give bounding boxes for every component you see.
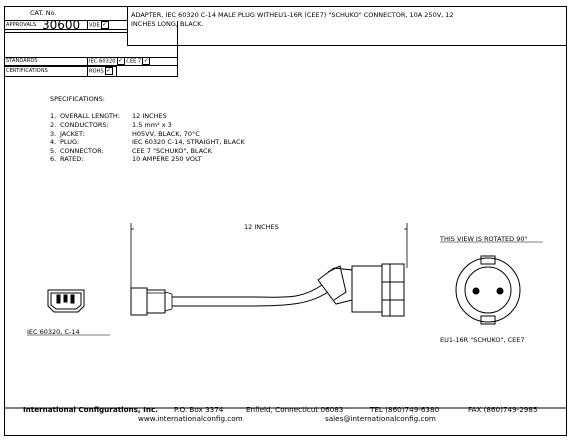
certifications-label: CERTIFICATIONS bbox=[6, 68, 48, 74]
rotation-note: THIS VIEW IS ROTATED 90° bbox=[440, 235, 528, 243]
spec-value: H05VV, BLACK, 70°C bbox=[132, 130, 200, 138]
spec-value: CEE 7 "SCHUKO", BLACK bbox=[132, 147, 212, 155]
footer-fax: FAX (860)749-2985 bbox=[468, 405, 538, 414]
cat-label: CAT. No. bbox=[30, 9, 57, 17]
c14-plug-side-view bbox=[131, 288, 172, 315]
right-caption: EU1-16R "SCHUKO", CEE7 bbox=[440, 336, 525, 344]
footer-website[interactable]: www.internationalconfig.com bbox=[138, 414, 243, 423]
spec-label: OVERALL LENGTH: bbox=[60, 112, 121, 120]
schuko-connector-side-view bbox=[318, 264, 404, 316]
standards-label: STANDARDS bbox=[6, 58, 38, 64]
footer-city: Enfield, Connecticut 06083 bbox=[246, 405, 344, 414]
footer-email[interactable]: sales@internationalconfig.com bbox=[325, 414, 436, 423]
dimension-label: 12 INCHES bbox=[244, 223, 279, 231]
spec-label: PLUG: bbox=[60, 138, 80, 146]
spec-num: 1. bbox=[50, 112, 57, 120]
spec-value: 12 INCHES bbox=[132, 112, 167, 120]
spec-label: JACKET: bbox=[60, 130, 85, 138]
standards-cee-checkbox: ✓ bbox=[143, 57, 149, 64]
certifications-rohs-label: ROHS bbox=[89, 68, 104, 75]
spec-value: 10 AMPERE 250 VOLT bbox=[132, 155, 202, 163]
c14-plug-front-view bbox=[48, 290, 84, 312]
spec-num: 2. bbox=[50, 121, 57, 129]
spec-label: RATED: bbox=[60, 155, 84, 163]
left-caption: IEC 60320, C-14 bbox=[27, 328, 80, 336]
footer-tel: TEL (860)749-6380 bbox=[370, 405, 440, 414]
standards-cee-label: CEE 7 bbox=[126, 58, 142, 65]
description-line-2: INCHES LONG, BLACK. bbox=[131, 20, 204, 28]
spec-value: 1.5 mm² x 3 bbox=[132, 121, 172, 129]
footer-po-box: P.O. Box 3374 bbox=[174, 405, 224, 414]
approvals-vde-label: VDE bbox=[89, 22, 100, 29]
footer-company: International Configurations, Inc. bbox=[23, 405, 158, 414]
specifications-heading: SPECIFICATIONS: bbox=[50, 95, 105, 103]
cat-number: 30600 bbox=[42, 18, 81, 32]
certifications-rohs-checkbox: ✓ bbox=[106, 67, 112, 74]
spec-num: 3. bbox=[50, 130, 57, 138]
schuko-connector-front-view bbox=[456, 256, 520, 324]
spec-label: CONDUCTORS: bbox=[60, 121, 109, 129]
approvals-vde-checkbox: ✓ bbox=[102, 21, 108, 28]
spec-num: 5. bbox=[50, 147, 57, 155]
spec-value: IEC 60320 C-14, STRAIGHT, BLACK bbox=[132, 138, 245, 146]
spec-label: CONNECTOR: bbox=[60, 147, 104, 155]
standards-iec-label: IEC 60320 bbox=[89, 58, 116, 65]
spec-num: 6. bbox=[50, 155, 57, 163]
approvals-label: APPROVALS bbox=[6, 22, 37, 28]
standards-iec-checkbox: ✓ bbox=[117, 57, 124, 64]
description-line-1: ADAPTER, IEC 60320 C-14 MALE PLUG WITHEU1-16R (CEE7) "SCHUKO" CONNECTOR, 10A 250V, 12 bbox=[131, 11, 454, 19]
cable bbox=[172, 285, 328, 306]
spec-num: 4. bbox=[50, 138, 57, 146]
